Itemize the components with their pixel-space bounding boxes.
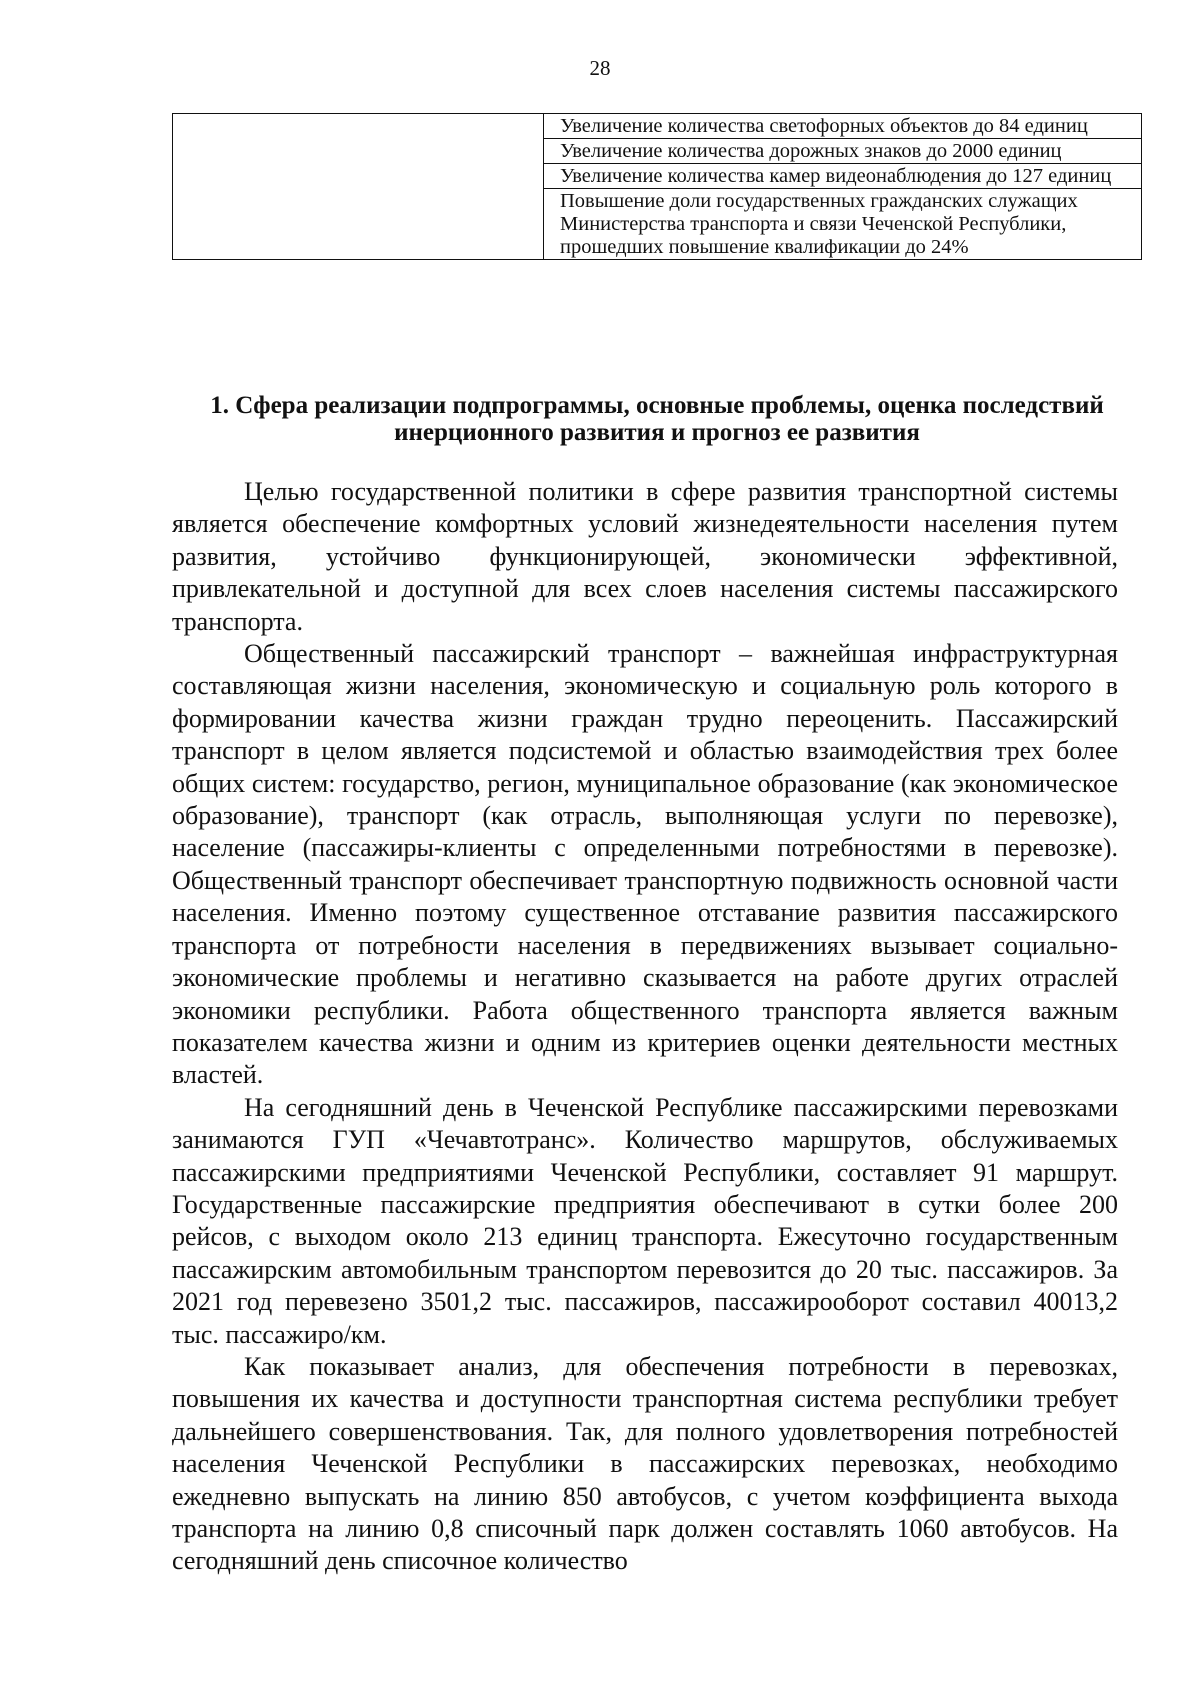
table-cell-road-signs: Увеличение количества дорожных знаков до 2000 единиц <box>544 139 1142 164</box>
paragraph: Целью государственной политики в сфере развития транспортной системы является обеспечение комфортных условий жизнедеятельности населения путем развития, устойчиво функционирующей, экономически эффективной, привлекательной и доступной для всех слоев населения системы пассажирского транспорта. <box>172 477 1118 636</box>
table-cell-traffic-lights: Увеличение количества светофорных объектов до 84 единиц <box>544 114 1142 139</box>
table-cell-cameras: Увеличение количества камер видеонаблюдения до 127 единиц <box>544 164 1142 189</box>
paragraph: На сегодняшний день в Чеченской Республике пассажирскими перевозками занимаются ГУП «Чечавтотранс». Количество маршрутов, обслуживаемых пассажирскими предприятиями Чеченской Республики, составляет 91 маршрут. Государственные пассажирские предприятия обеспечивают в сутки более 200 рейсов, с выходом около 213 единиц транспорта. Ежесуточно государственным пассажирским автомобильным транспортом перевозится до 20 тыс. пассажиров. За 2021 год перевезено 3501,2 тыс. пассажиров, пассажирооборот составил 40013,2 тыс. пассажиро/км. <box>172 1092 1118 1349</box>
body-text <box>172 476 1118 1578</box>
paragraph: Как показывает анализ, для обеспечения потребности в перевозках, повышения их качества и доступности транспортная система республики требует дальнейшего совершенствования. Так, для полного удовлетворения потребностей населения Чеченской Республики в пассажирских перевозках, необходимо ежедневно выпускать на линию 850 автобусов, с учетом коэффициента выхода транспорта на линию 0,8 списочный парк должен составлять 1060 автобусов. На сегодняшний день списочное количество <box>172 1351 1118 1576</box>
page-number: 28 <box>589 56 611 80</box>
empty-label-cell <box>173 114 544 260</box>
table-cell-qualification: Повышение доли государственных гражданских служащих Министерства транспорта и связи Чеченской Республики, прошедших повышение квалификации до 24% <box>544 189 1142 260</box>
paragraph: Общественный пассажирский транспорт – важнейшая инфраструктурная составляющая жизни населения, экономическую и социальную роль которого в формировании качества жизни граждан трудно переоценить. Пассажирский транспорт в целом является подсистемой и областью взаимодействия трех более общих систем: государство, регион, муниципальное образование (как экономическое образование), транспорт (как отрасль, выполняющая услуги по перевозке), население (пассажиры-клиенты с определенными потребностями в перевозке). Общественный транспорт обеспечивает транспортную подвижность основной части населения. Именно поэтому существенное отставание развития пассажирского транспорта от потребности населения в передвижениях вызывает социально-экономические проблемы и негативно сказывается на работе других отраслей экономики республики. Работа общественного транспорта является важным показателем качества жизни и одним из критериев оценки деятельности местных властей. <box>172 639 1118 1090</box>
target-indicators-table <box>172 113 1142 260</box>
section-heading: 1. Сфера реализации подпрограммы, основные проблемы, оценка последствий инерционного развития и прогноз ее развития <box>210 392 1104 446</box>
table-row <box>173 114 1142 139</box>
